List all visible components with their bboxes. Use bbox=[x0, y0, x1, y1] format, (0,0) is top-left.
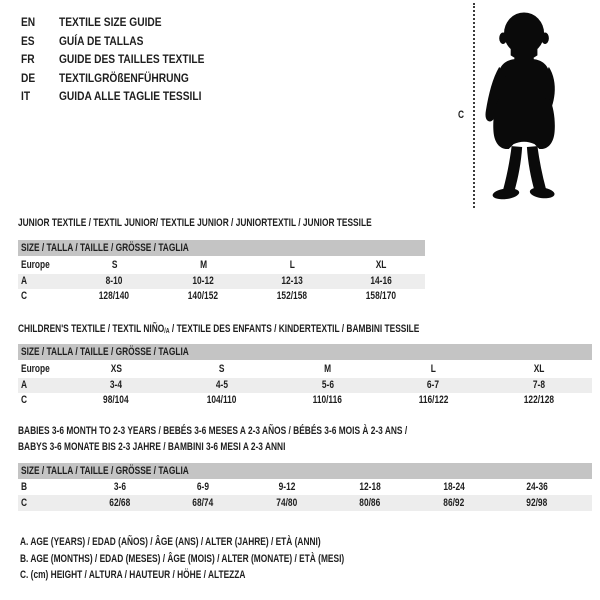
row-label: C bbox=[21, 497, 28, 509]
size-value: 7-8 bbox=[533, 379, 546, 391]
size-value: 8-10 bbox=[106, 275, 123, 287]
size-value: 12-18 bbox=[359, 481, 381, 493]
language-code: IT bbox=[21, 89, 31, 103]
babies-heading-line1: BABIES 3-6 MONTH TO 2-3 YEARS / BEBÉS 3-6 MESES A 2-3 AÑOS / BÉBÉS 3-6 MOIS À 2-3 ANS / bbox=[18, 425, 408, 437]
size-value: 10-12 bbox=[192, 275, 214, 287]
note-age-months: B. AGE (MONTHS) / EDAD (MESES) / ÂGE (MOIS) / ALTER (MONATE) / ETÀ (MESI) bbox=[20, 552, 345, 565]
size-value: 14-16 bbox=[369, 275, 392, 287]
size-value: M bbox=[199, 259, 207, 271]
size-value: 62/68 bbox=[109, 497, 131, 509]
language-title: GUIDE DES TAILLES TEXTILE bbox=[59, 52, 205, 66]
table-row-height bbox=[18, 289, 425, 304]
size-value: 110/116 bbox=[312, 394, 343, 406]
table-row-europe bbox=[18, 360, 592, 378]
children-heading-post: / TEXTILE DES ENFANTS / KINDERTEXTIL / BAMBINI TESSILE bbox=[169, 323, 420, 335]
babies-section-heading bbox=[18, 424, 530, 455]
toddler-silhouette-image bbox=[483, 8, 567, 204]
size-value: 6-9 bbox=[197, 481, 210, 493]
children-heading-text bbox=[18, 323, 419, 338]
row-label: A bbox=[21, 275, 28, 287]
height-measure-dotted-line bbox=[473, 3, 475, 208]
size-header-bar bbox=[18, 463, 592, 479]
row-label: B bbox=[21, 481, 28, 493]
size-value: 140/152 bbox=[188, 290, 219, 302]
legend-notes bbox=[20, 534, 447, 584]
size-value: XL bbox=[533, 363, 545, 375]
note-age-years: A. AGE (YEARS) / EDAD (AÑOS) / ÂGE (ANS) / ALTER (JAHRE) / ETÀ (ANNI) bbox=[20, 536, 321, 548]
table-row-height bbox=[18, 393, 592, 408]
language-code: ES bbox=[21, 33, 35, 48]
language-title: GUIDA ALLE TAGLIE TESSILI bbox=[59, 89, 202, 103]
language-row bbox=[21, 13, 230, 32]
table-row-months bbox=[18, 479, 592, 495]
size-value: 104/110 bbox=[206, 394, 237, 406]
junior-heading-text: JUNIOR TEXTILE / TEXTIL JUNIOR/ TEXTILE JUNIOR / JUNIORTEXTIL / JUNIOR TESSILE bbox=[18, 217, 372, 229]
size-value: 98/104 bbox=[103, 394, 129, 406]
height-measure-label: C bbox=[458, 109, 465, 121]
junior-section-heading bbox=[18, 217, 483, 229]
size-value: XL bbox=[375, 259, 386, 271]
size-header-text: SIZE / TALLA / TAILLE / GRÖSSE / TAGLIA bbox=[21, 465, 189, 477]
size-value: S bbox=[111, 259, 118, 271]
size-value: 18-24 bbox=[443, 481, 465, 493]
note-height-cm: C. (cm) HEIGHT / ALTURA / HAUTEUR / HÖHE / ALTEZZA bbox=[20, 569, 246, 581]
size-header-bar bbox=[18, 240, 425, 256]
size-value: 128/140 bbox=[99, 290, 130, 302]
junior-size-table bbox=[18, 240, 425, 304]
size-value: 80/86 bbox=[359, 497, 381, 509]
size-value: S bbox=[218, 363, 225, 375]
size-value: 3-6 bbox=[113, 481, 126, 493]
language-code: EN bbox=[21, 15, 36, 29]
size-value: 152/158 bbox=[276, 290, 307, 302]
language-code: FR bbox=[21, 52, 35, 66]
row-label: C bbox=[21, 290, 28, 302]
babies-size-table bbox=[18, 463, 592, 511]
size-value: 9-12 bbox=[278, 481, 296, 493]
row-label: Europe bbox=[21, 259, 50, 271]
size-value: M bbox=[324, 363, 331, 375]
table-row-age bbox=[18, 274, 425, 289]
language-row bbox=[21, 87, 230, 106]
language-list bbox=[21, 13, 230, 106]
size-value: 24-36 bbox=[526, 481, 548, 493]
children-heading-pre: CHILDREN'S TEXTILE / TEXTIL NIÑO bbox=[18, 323, 165, 335]
language-row bbox=[21, 50, 230, 69]
size-header-bar bbox=[18, 344, 592, 360]
language-title: TEXTILE SIZE GUIDE bbox=[59, 15, 162, 29]
size-header-text: SIZE / TALLA / TAILLE / GRÖSSE / TAGLIA bbox=[21, 242, 189, 254]
size-value: 6-7 bbox=[427, 379, 440, 391]
size-value: 68/74 bbox=[192, 497, 214, 509]
children-section-heading bbox=[18, 323, 546, 335]
row-label: C bbox=[21, 394, 28, 406]
children-heading-sub: /A bbox=[164, 328, 170, 335]
table-row-europe bbox=[18, 256, 425, 274]
language-code: DE bbox=[21, 70, 36, 85]
size-value: 4-5 bbox=[215, 379, 228, 391]
size-value: 116/122 bbox=[418, 394, 449, 406]
size-value: 86/92 bbox=[443, 497, 465, 509]
size-value: 122/128 bbox=[523, 394, 555, 406]
language-row bbox=[21, 69, 230, 88]
size-value: 158/170 bbox=[365, 290, 396, 302]
table-row-height bbox=[18, 495, 592, 511]
children-size-table bbox=[18, 344, 592, 408]
row-label: A bbox=[21, 379, 28, 391]
table-row-age bbox=[18, 378, 592, 393]
size-header-text: SIZE / TALLA / TAILLE / GRÖSSE / TAGLIA bbox=[21, 346, 189, 358]
size-value: 92/98 bbox=[526, 497, 548, 509]
language-row bbox=[21, 32, 230, 51]
size-value: 12-13 bbox=[281, 275, 303, 287]
size-value: 74/80 bbox=[276, 497, 298, 509]
row-label: Europe bbox=[21, 363, 50, 375]
language-title: TEXTILGRÖßENFÜHRUNG bbox=[59, 70, 189, 85]
size-value: 5-6 bbox=[321, 379, 334, 391]
babies-heading-line2: BABYS 3-6 MONATE BIS 2-3 JAHRE / BAMBINI 3-6 MESI A 2-3 ANNI bbox=[18, 440, 286, 453]
language-title: GUÍA DE TALLAS bbox=[59, 33, 144, 48]
size-value: 3-4 bbox=[109, 379, 122, 391]
size-value: L bbox=[430, 363, 436, 375]
size-value: L bbox=[289, 259, 295, 271]
size-value: XS bbox=[110, 363, 122, 375]
